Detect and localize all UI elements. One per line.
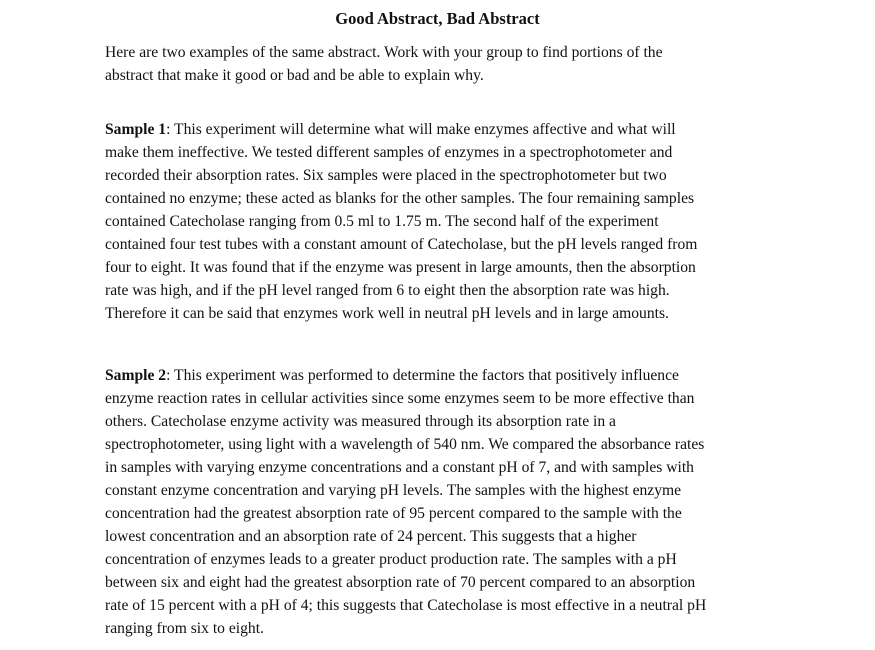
sample-2-first-line	[105, 364, 795, 387]
sample-1-label: Sample 1	[105, 121, 167, 138]
sample-2-line: rate of 15 percent with a pH of 4; this suggests that Catecholase is most effective in a neutral pH	[105, 597, 707, 614]
sample-2-line: others. Catecholase enzyme activity was measured through its absorption rate in a	[105, 413, 616, 430]
sample-1-first-line	[105, 118, 795, 141]
sample-2-line: enzyme reaction rates in cellular activities since some enzymes seem to be more effective than	[105, 390, 695, 407]
sample-2-paragraph	[105, 364, 795, 640]
sample-1-first-line-text: This experiment will determine what will make enzymes affective and what will	[170, 121, 676, 138]
sample-1-line: make them ineffective. We tested different samples of enzymes in a spectrophotometer and	[105, 144, 673, 161]
sample-1-line: contained four test tubes with a constant amount of Catecholase, but the pH levels ranged from	[105, 236, 698, 253]
sample-2-line: spectrophotometer, using light with a wavelength of 540 nm. We compared the absorbance rates	[105, 436, 705, 453]
sample-1-line: contained Catecholase ranging from 0.5 ml to 1.75 m. The second half of the experiment	[105, 213, 659, 230]
sample-2-line: lowest concentration and an absorption rate of 24 percent. This suggests that a higher	[105, 528, 637, 545]
sample-2-line: concentration had the greatest absorption rate of 95 percent compared to the sample with the	[105, 505, 682, 522]
sample-1-line: four to eight. It was found that if the enzyme was present in large amounts, then the absorption	[105, 259, 696, 276]
sample-1-paragraph	[105, 118, 795, 325]
intro-line: Here are two examples of the same abstract. Work with your group to find portions of the	[105, 44, 663, 61]
sample-1-line: rate was high, and if the pH level ranged from 6 to eight then the absorption rate was high.	[105, 282, 670, 299]
sample-1-colon: :	[166, 121, 171, 138]
sample-1-line: recorded their absorption rates. Six samples were placed in the spectrophotometer but two	[105, 167, 667, 184]
sample-1-line: Therefore it can be said that enzymes work well in neutral pH levels and in large amounts.	[105, 305, 669, 322]
sample-2-line: in samples with varying enzyme concentrations and a constant pH of 7, and with samples with	[105, 459, 694, 476]
sample-1-line: contained no enzyme; these acted as blanks for the other samples. The four remaining samples	[105, 190, 695, 207]
sample-2-line: ranging from six to eight.	[105, 620, 264, 637]
intro-paragraph	[105, 41, 795, 87]
intro-line: abstract that make it good or bad and be able to explain why.	[105, 67, 484, 84]
sample-2-colon: :	[166, 367, 171, 384]
sample-2-line: between six and eight had the greatest absorption rate of 70 percent compared to an absorption	[105, 574, 696, 591]
sample-2-label: Sample 2	[105, 367, 167, 384]
document-title: Good Abstract, Bad Abstract	[335, 9, 540, 28]
sample-2-line: concentration of enzymes leads to a greater product production rate. The samples with a pH	[105, 551, 677, 568]
sample-2-line: constant enzyme concentration and varying pH levels. The samples with the highest enzyme	[105, 482, 682, 499]
sample-2-first-line-text: This experiment was performed to determine the factors that positively influence	[170, 367, 679, 384]
